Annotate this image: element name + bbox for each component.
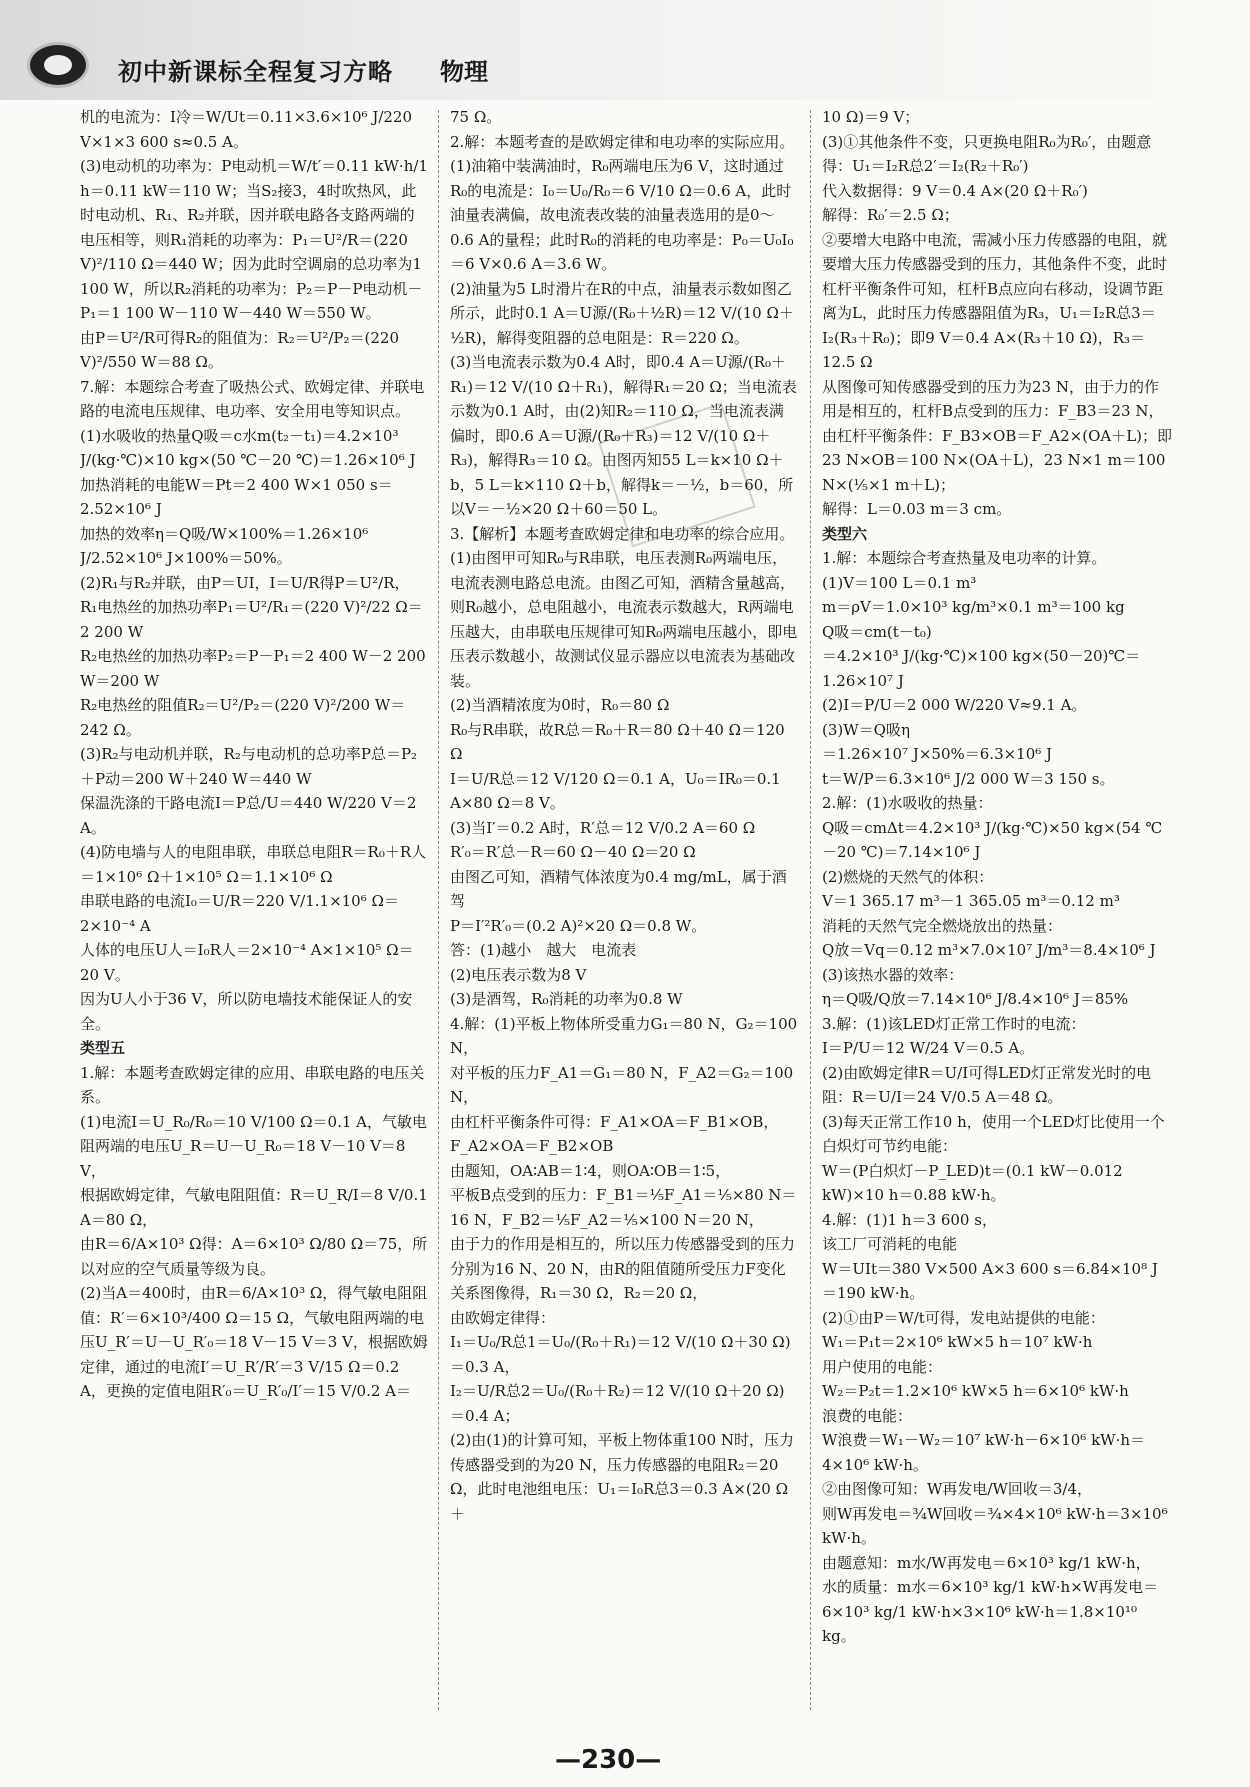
column-divider <box>810 110 812 1710</box>
answer-paragraph: R₁电热丝的加热功率P₁＝U²/R₁＝(220 V)²/22 Ω＝2 200 W <box>80 598 423 641</box>
answer-paragraph: (3)R₂与电动机并联，R₂与电动机的总功率P总＝P₂＋P动＝200 W＋240 W＝440 W <box>80 745 418 788</box>
answer-paragraph: 水的质量：m水＝6×10³ kg/1 kW·h×W再发电＝6×10³ kg/1 kW·h×3×10⁶ kW·h＝1.8×10¹⁰ kg。 <box>822 1578 1159 1645</box>
answer-paragraph: 4.解：(1)1 h＝3 600 s， <box>822 1210 997 1229</box>
answer-paragraph: t＝W/P＝6.3×10⁶ J/2 000 W＝3 150 s。 <box>822 769 1115 788</box>
answer-paragraph: 对平板的压力F_A1＝G₁＝80 N，F_A2＝G₂＝100 N， <box>450 1063 794 1106</box>
column-divider <box>438 110 440 1710</box>
answer-paragraph: 由题意知：m水/W再发电＝6×10³ kg/1 kW·h， <box>822 1553 1151 1572</box>
section-heading: 类型五 <box>80 1039 126 1057</box>
answer-paragraph: Q吸＝cmΔt＝4.2×10³ J/(kg·℃)×50 kg×(54 ℃－20 ℃)＝7.14×10⁶ J <box>822 818 1163 861</box>
answer-paragraph: I₂＝U/R总2＝U₀/(R₀＋R₂)＝12 V/(10 Ω＋20 Ω)＝0.4 A； <box>450 1382 785 1425</box>
answer-paragraph: 人体的电压U人＝I₀R人＝2×10⁻⁴ A×1×10⁵ Ω＝20 V。 <box>80 941 414 984</box>
answer-paragraph: P＝I′²R′₀＝(0.2 A)²×20 Ω＝0.8 W。 <box>450 916 707 935</box>
answer-paragraph: 解得：L＝0.03 m＝3 cm。 <box>822 500 1012 518</box>
column-middle <box>450 105 798 1735</box>
answer-paragraph: 3.【解析】本题考查欧姆定律和电功率的综合应用。 <box>450 524 795 543</box>
answer-paragraph: 75 Ω。 <box>450 108 502 126</box>
answer-paragraph: 串联电路的电流I₀＝U/R＝220 V/1.1×10⁶ Ω＝2×10⁻⁴ A <box>80 892 399 935</box>
answer-paragraph: 答：(1)越小 越大 电流表 <box>450 941 637 959</box>
answer-paragraph: 平板B点受到的压力：F_B1＝⅕F_A1＝⅕×80 N＝16 N，F_B2＝⅕F_A2＝⅕×100 N＝20 N， <box>450 1186 797 1229</box>
answer-paragraph: 由题知，OA∶AB＝1∶4，则OA∶OB＝1∶5， <box>450 1161 731 1180</box>
answer-paragraph: 由P＝U²/R可得R₂的阻值为：R₂＝U²/P₂＝(220 V)²/550 W＝88 Ω。 <box>80 328 400 371</box>
answer-paragraph: (1)水吸收的热量Q吸＝c水m(t₂－t₁)＝4.2×10³ J/(kg·℃)×10 kg×(50 ℃－20 ℃)＝1.26×10⁶ J <box>80 426 416 469</box>
answer-paragraph: I＝U/R总＝12 V/120 Ω＝0.1 A，U₀＝IR₀＝0.1 A×80 Ω＝8 V。 <box>450 769 781 812</box>
answer-paragraph: (3)每天正常工作10 h，使用一个LED灯比使用一个白炽灯可节约电能： <box>822 1112 1165 1155</box>
answer-paragraph: (2)R₁与R₂并联，由P＝UI，I＝U/R得P＝U²/R， <box>80 573 410 592</box>
answer-paragraph: 由图乙可知，酒精气体浓度为0.4 mg/mL，属于酒驾 <box>450 867 787 910</box>
answer-paragraph: 根据欧姆定律，气敏电阻阻值：R＝U_R/I＝8 V/0.1 A＝80 Ω， <box>80 1186 428 1229</box>
answer-paragraph: (2)油量为5 L时滑片在R的中点，油量表示数如图乙所示，此时0.1 A＝U源/(R₀＋½R)＝12 V/(10 Ω＋½R)，解得变阻器的总电阻是：R＝220 Ω。 <box>450 279 794 347</box>
answer-paragraph: 7.解：本题综合考查了吸热公式、欧姆定律、并联电路的电流电压规律、电功率、安全用电等知识点。 <box>80 377 425 420</box>
page-number: —230— <box>555 1745 662 1775</box>
answer-paragraph: 保温洗涤的干路电流I＝P总/U＝440 W/220 V＝2 A。 <box>80 794 417 837</box>
answer-paragraph: 解得：R₀′＝2.5 Ω； <box>822 206 959 224</box>
answer-paragraph: 机的电流为：I冷＝W/Ut＝0.11×3.6×10⁶ J/220 V×1×3 600 s≈0.5 A。 <box>80 108 413 151</box>
answer-paragraph: I＝P/U＝12 W/24 V＝0.5 A。 <box>822 1039 1035 1057</box>
answer-paragraph: 2.解：本题考查的是欧姆定律和电功率的实际应用。(1)油箱中装满油时，R₀两端电压为6 V，这时通过R₀的电流是：I₀＝U₀/R₀＝6 V/10 Ω＝0.6 A，此时油量表满偏，故电流表改装的油量表选用的是0～0.6 A的量程；此时R₀的消耗的电功率是：P₀＝U₀I₀＝6 V×0.6 A＝3.6 W。 <box>450 132 795 273</box>
answer-paragraph: 1.解：本题考查欧姆定律的应用、串联电路的电压关系。 <box>80 1063 425 1106</box>
answer-paragraph: (2)当酒精浓度为0时，R₀＝80 Ω <box>450 696 670 714</box>
answer-paragraph: W₂＝P₂t＝1.2×10⁶ kW×5 h＝6×10⁶ kW·h <box>822 1382 1129 1400</box>
answer-paragraph: (3)电动机的功率为：P电动机＝W/t′＝0.11 kW·h/1 h＝0.11 kW＝110 W；当S₂接3，4时吹热风，此时电动机、R₁、R₂并联，因并联电路各支路两端的电压相等，则R₁消耗的功率为：P₁＝U²/R＝(220 V)²/110 Ω＝440 W；因为此时空调扇的总功率为1 100 W，所以R₂消耗的功率为：P₂＝P－P电动机－P₁＝1 100 W－110 W－440 W＝550 W。 <box>80 157 428 322</box>
answer-paragraph: 由欧姆定律得： <box>450 1308 556 1327</box>
answer-paragraph: V＝1 365.17 m³－1 365.05 m³＝0.12 m³ <box>822 892 1120 910</box>
answer-paragraph: 由于力的作用是相互的，所以压力传感器受到的压力分别为16 N、20 N，由R的阻值随所受压力F变化关系图像得，R₁＝30 Ω，R₂＝20 Ω， <box>450 1235 796 1302</box>
answer-paragraph: (2)燃烧的天然气的体积： <box>822 867 994 886</box>
subject-title: 物理 <box>440 58 488 86</box>
answer-paragraph: 由杠杆平衡条件可得：F_A1×OA＝F_B1×OB，F_A2×OA＝F_B2×OB <box>450 1112 779 1155</box>
answer-paragraph: W₁＝P₁t＝2×10⁶ kW×5 h＝10⁷ kW·h <box>822 1333 1093 1351</box>
section-heading: 类型六 <box>822 524 868 543</box>
answer-paragraph: (3)当电流表示数为0.4 A时，即0.4 A＝U源/(R₀＋R₁)＝12 V/(10 Ω＋R₁)，解得R₁＝20 Ω；当电流表示数为0.1 A时，由(2)知R₂＝110 Ω，当电流表满偏时，即0.6 A＝U源/(R₀＋R₃)＝12 V/(10 Ω＋R₃)，解得R₃＝10 Ω。由图丙知55 L＝k×10 Ω＋b，5 L＝k×110 Ω＋b，解得k＝－½，b＝60，所以V＝－½×20 Ω＋60＝50 L。 <box>450 353 797 518</box>
answer-paragraph: 则W再发电＝¾W回收＝¾×4×10⁶ kW·h＝3×10⁶ kW·h。 <box>822 1504 1168 1547</box>
answer-paragraph: 因为U人小于36 V，所以防电墙技术能保证人的安全。 <box>80 990 413 1033</box>
book-logo-icon <box>30 45 86 85</box>
answer-paragraph: 4.解：(1)平板上物体所受重力G₁＝80 N，G₂＝100 N， <box>450 1014 798 1057</box>
answer-paragraph: (1)V＝100 L＝0.1 m³ <box>822 573 977 592</box>
answer-paragraph: (3)该热水器的效率： <box>822 965 964 984</box>
answer-paragraph: (3)W＝Q吸η <box>822 720 910 739</box>
answer-paragraph: ②由图像可知：W再发电/W回收＝3/4， <box>822 1480 1093 1498</box>
answer-paragraph: 2.解：(1)水吸收的热量： <box>822 794 993 812</box>
answer-paragraph: W＝UIt＝380 V×500 A×3 600 s＝6.84×10⁸ J＝190 kW·h。 <box>822 1259 1158 1302</box>
answer-paragraph: 1.解：本题综合考查热量及电功率的计算。 <box>822 549 1107 567</box>
answer-paragraph: 3.解：(1)该LED灯正常工作时的电流： <box>822 1014 1086 1033</box>
answer-paragraph: η＝Q吸/Q放＝7.14×10⁶ J/8.4×10⁶ J＝85% <box>822 990 1129 1008</box>
answer-paragraph: 用户使用的电能： <box>822 1357 943 1376</box>
answer-paragraph: 该工厂可消耗的电能 <box>822 1235 958 1253</box>
answer-paragraph: (2)①由P＝W/t可得，发电站提供的电能： <box>822 1308 1105 1327</box>
answer-paragraph: (3)当I′＝0.2 A时，R′总＝12 V/0.2 A＝60 Ω <box>450 818 756 837</box>
answer-paragraph: (1)由图甲可知R₀与R串联，电压表测R₀两端电压，电流表测电路总电流。由图乙可知，酒精含量越高，则R₀越小，总电阻越小，电流表示数越大，R两端电压越大，由串联电压规律可知R₀两端电压越小，即电压表示数越小，故测试仪显示器应以电流表为基础改装。 <box>450 549 798 690</box>
answer-paragraph: (2)由欧姆定律R＝U/I可得LED灯正常发光时的电阻：R＝U/I＝24 V/0.5 A＝48 Ω。 <box>822 1063 1152 1106</box>
answer-paragraph: (2)电压表示数为8 V <box>450 965 587 984</box>
answer-paragraph: Q放＝Vq＝0.12 m³×7.0×10⁷ J/m³＝8.4×10⁶ J <box>822 941 1156 959</box>
answer-paragraph: R′₀＝R′总－R＝60 Ω－40 Ω＝20 Ω <box>450 843 696 861</box>
answer-paragraph: 从图像可知传感器受到的压力为23 N，由于力的作用是相互的，杠杆B点受到的压力：F_B3＝23 N，由杠杆平衡条件：F_B3×OB＝F_A2×(OA＋L)；即23 N×OB＝100 N×(OA＋L)，23 N×1 m＝100 N×(⅕×1 m＋L)； <box>822 377 1172 494</box>
answer-paragraph: (2)I＝P/U＝2 000 W/220 V≈9.1 A。 <box>822 696 1087 714</box>
answer-paragraph: 加热消耗的电能W＝Pt＝2 400 W×1 050 s＝2.52×10⁶ J <box>80 475 393 518</box>
answer-paragraph: (2)由(1)的计算可知，平板上物体重100 N时，压力传感器受到的为20 N，压力传感器的电阻R₂＝20 Ω，此时电池组电压：U₁＝I₀R总3＝0.3 A×(20 Ω＋ <box>450 1431 795 1523</box>
answer-paragraph: (1)电流I＝U_R₀/R₀＝10 V/100 Ω＝0.1 A，气敏电阻两端的电压U_R＝U－U_R₀＝18 V－10 V＝8 V， <box>80 1112 428 1180</box>
answer-paragraph: 代入数据得：9 V＝0.4 A×(20 Ω＋R₀′) <box>822 181 1088 200</box>
answer-paragraph: (3)是酒驾，R₀消耗的功率为0.8 W <box>450 990 683 1008</box>
column-right <box>822 105 1172 1735</box>
answer-paragraph: 浪费的电能： <box>822 1406 913 1425</box>
answer-paragraph: m＝ρV＝1.0×10³ kg/m³×0.1 m³＝100 kg <box>822 598 1125 616</box>
answer-paragraph: 加热的效率η＝Q吸/W×100%＝1.26×10⁶ J/2.52×10⁶ J×100%＝50%。 <box>80 524 369 567</box>
answer-paragraph: R₂电热丝的阻值R₂＝U²/P₂＝(220 V)²/200 W＝242 Ω。 <box>80 696 406 739</box>
answer-paragraph: W浪费＝W₁－W₂＝10⁷ kW·h－6×10⁶ kW·h＝4×10⁶ kW·h。 <box>822 1431 1145 1474</box>
answer-paragraph: (2)当A＝400时，由R＝6/A×10³ Ω，得气敏电阻阻值：R′＝6×10³/400 Ω＝15 Ω，气敏电阻两端的电压U_R′＝U－U_R′₀＝18 V－15 V＝3 V，根据欧姆定律，通过的电流I′＝U_R′/R′＝3 V/15 Ω＝0.2 A，更换的定值电阻R′₀＝U_R′₀/I′＝15 V/0.2 A＝ <box>80 1284 428 1400</box>
column-left <box>80 105 428 1735</box>
answer-paragraph: ＝1.26×10⁷ J×50%＝6.3×10⁶ J <box>822 745 1053 763</box>
answer-paragraph: Q吸＝cm(t－t₀) <box>822 622 932 641</box>
answer-paragraph: I₁＝U₀/R总1＝U₀/(R₀＋R₁)＝12 V/(10 Ω＋30 Ω)＝0.3 A， <box>450 1333 791 1376</box>
answer-paragraph: R₀与R串联，故R总＝R₀＋R＝80 Ω＋40 Ω＝120 Ω <box>450 720 785 763</box>
answer-paragraph: ②要增大电路中电流，需减小压力传感器的电阻，就要增大压力传感器受到的压力，其他条件不变，此时杠杆平衡条件可知，杠杆B点应向右移动，设调节距离为L，此时压力传感器阻值为R₃，U₁＝I₂R总3＝I₂(R₃＋R₀)；即9 V＝0.4 A×(R₃＋10 Ω)，R₃＝12.5 Ω <box>822 230 1168 371</box>
answer-paragraph: 10 Ω)＝9 V； <box>822 108 920 126</box>
answer-paragraph: ＝4.2×10³ J/(kg·℃)×100 kg×(50－20)℃＝1.26×10⁷ J <box>822 647 1141 690</box>
answer-paragraph: (3)①其他条件不变，只更换电阻R₀为R₀′，由题意得：U₁＝I₂R总2′＝I₂(R₂＋R₀′) <box>822 132 1152 175</box>
answer-paragraph: W＝(P白炽灯－P_LED)t＝(0.1 kW－0.012 kW)×10 h＝0.88 kW·h。 <box>822 1161 1123 1204</box>
book-title: 初中新课标全程复习方略 <box>118 58 393 86</box>
answer-paragraph: 由R＝6/A×10³ Ω得：A＝6×10³ Ω/80 Ω＝75，所以对应的空气质量等级为良。 <box>80 1235 428 1278</box>
answer-paragraph: (4)防电墙与人的电阻串联，串联总电阻R＝R₀＋R人＝1×10⁶ Ω＋1×10⁵ Ω＝1.1×10⁶ Ω <box>80 843 427 886</box>
page-header <box>0 0 1250 100</box>
answer-paragraph: R₂电热丝的加热功率P₂＝P－P₁＝2 400 W－2 200 W＝200 W <box>80 647 426 690</box>
answer-paragraph: 消耗的天然气完全燃烧放出的热量： <box>822 916 1063 935</box>
